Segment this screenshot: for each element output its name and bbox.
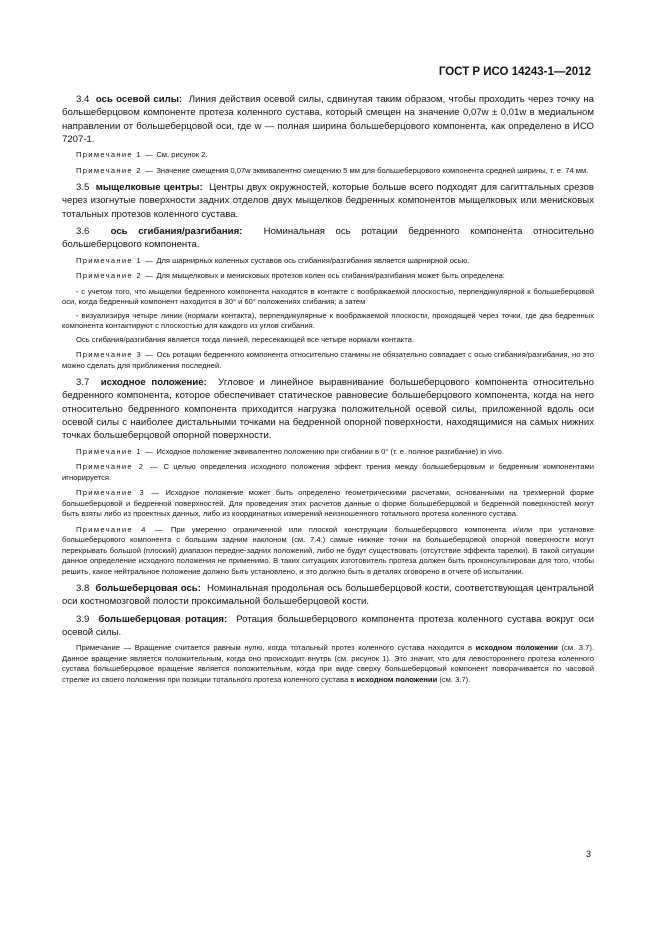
term-number: 3.8 [76,583,90,595]
term-3-7 [62,376,594,442]
term-definition: Линия действия осевой силы, сдвинутая таким образом, чтобы проходить через точку на большеберцовом компоненте протеза коленного сустава, который смещен на значение 0,07w ± 0,01w в медиальном направлении от большеберцовой оси, где w — полная ширина большеберцового компонента, как определено в ИСО 7207-1. [62,94,594,145]
page-number: 3 [585,849,591,859]
term-3-9 [62,613,594,640]
term-definition: Ротация большеберцового компонента протеза коленного сустава вокруг оси осевой силы. [62,613,594,639]
term-number: 3.9 [76,613,90,625]
note-conclusion: Ось сгибания/разгибания является тогда линией, пересекающей все четыре нормали контакта. [76,334,414,344]
term-name: ось осевой силы: [95,94,183,105]
term-definition: Центры двух окружностей, которые больше всего подходят для сагиттальных срезов через изогнутые поверхности задних отделов двух мыщелков бедренных компонентов мыщелковых или менисковых тотальных протезов коленного сустава. [62,182,594,220]
note-list-item: - с учетом того, что мыщелки бедренного компонента находятся в контакте с воображаемой плоскостью, перпендикулярной к большеберцовой оси, когда бедренный компонент находится в 30° и 60° положениях сгибания; а затем [62,286,594,307]
term-name: исходное положение: [100,377,207,389]
term-number: 3.4 [76,94,90,105]
term-name: мыщелковые центры: [95,182,203,194]
term-number: 3.6 [76,226,90,238]
term-definition: Угловое и линейное выравнивание большеберцового компонента относительно бедренного компонента, которое обеспечивает статическое равновесие большеберцового компонента, когда на него относительно бедренного компонента приходится нагрузка положительной осевой силы, приложенной вдоль оси осевой силы с наиболее дистальными точками на бедренной опорной поверхности, находящимися на самых нижних точках большеберцовой опорной поверхности. [62,377,594,442]
note: Примечание 4 — При умеренно ограниченной или плоской конструкции большеберцового компонента и/или при установке большеберцового компонента с большим задним наклоном (см. 7.4.) самые нижние точки на большеберцовой опорной поверхности могут перекрывать большой (плоский) диапазон передне-задних положений, либо не будут существовать (отсутствие эффекта тарелки). В такой ситуации данное определение исходного положения не применимо. В таких ситуациях изготовитель протеза должен быть проконсультирован для того, чтобы решить, какое нейтральное положение должно быть установлено, и это должно быть в деталях оговорено в отчете об испытании. [62,524,594,576]
term-definition: Номинальная продольная ось большеберцовой кости, соответствующая центральной оси костномозговой полости проксимальной большеберцовой кости. [62,583,594,608]
term-3-8 [62,582,594,609]
term-number: 3.5 [76,182,90,194]
note-list-item: - визуализируя четыре линии (нормали контакта), перпендикулярные к воображаемой плоскости, проходящей через точки, где два бедренных компонента контактируют с плоскостью для каждого из углов сгибания. [62,310,594,331]
term-definition: Номинальная ось ротации бедренного компонента относительно большеберцового компонента. [62,226,594,251]
document-id: ГОСТ Р ИСО 14243-1—2012 [438,66,591,78]
note: Примечание 2 — Значение смещения 0,07w эквивалентно смещению 5 мм для большеберцового компонента средней ширины, т. е. 74 мм. [76,165,589,175]
term-number: 3.7 [76,377,90,389]
term-name: большеберцовая ротация: [98,613,228,625]
note: Примечание 3 — Ось ротации бедренного компонента относительно станины не обязательно совпадает с осью сгибания/разгибания, но это можно сделать для приближения последней. [62,350,594,370]
document-body [62,93,594,690]
note: Примечание 2 — С целью определения исходного положения эффект трения между большеберцовым и бедренным компонентами игнорируется. [62,462,594,482]
note: Примечание 2 — Для мыщелковых и менисковых протезов колен ось сгибания/разгибания может быть определена: [76,271,505,281]
term-name: большеберцовая ось: [95,583,201,595]
note: Примечание 1 — См. рисунок 2. [76,150,208,160]
term-3-5 [62,181,594,221]
term-3-6 [62,225,594,252]
note: Примечание — Вращение считается равным нулю, когда тотальный протез коленного сустава находится в исходном положении (см. 3.7). Данное вращение является положительным, когда оно происходит внутрь (см. рисунок 1). Это значит, что для левостороннего протеза коленного сустава большеберцовое вращение является положительным, когда при виде сверху большеберцовый компонент поворачивается по часовой стрелке из своего положения при позиции тотального протеза коленного сустава в исходном положении (см. 3.7). [62,643,595,684]
note: Примечание 1 — Исходное положение эквивалентно положению при сгибании в 0° (т. е. полное разгибание) in vivo. [76,446,504,456]
note: Примечание 1 — Для шарнирных коленных суставов ось сгибания/разгибания является шарнирной осью. [76,255,470,265]
note: Примечание 3 — Исходное положение может быть определено геометрическими расчетами, основанными на трехмерной форме большеберцовой и бедренной поверхностей. Для проведения этих расчетов данные о форме большеберцовой и бедренной поверхностей могут быть взяты либо из проектных данных, либо из координатных измерений неизношенного тотального протеза коленного сустава. [62,488,594,519]
term-3-4 [62,93,594,146]
term-name: ось сгибания/разгибания: [110,226,243,238]
